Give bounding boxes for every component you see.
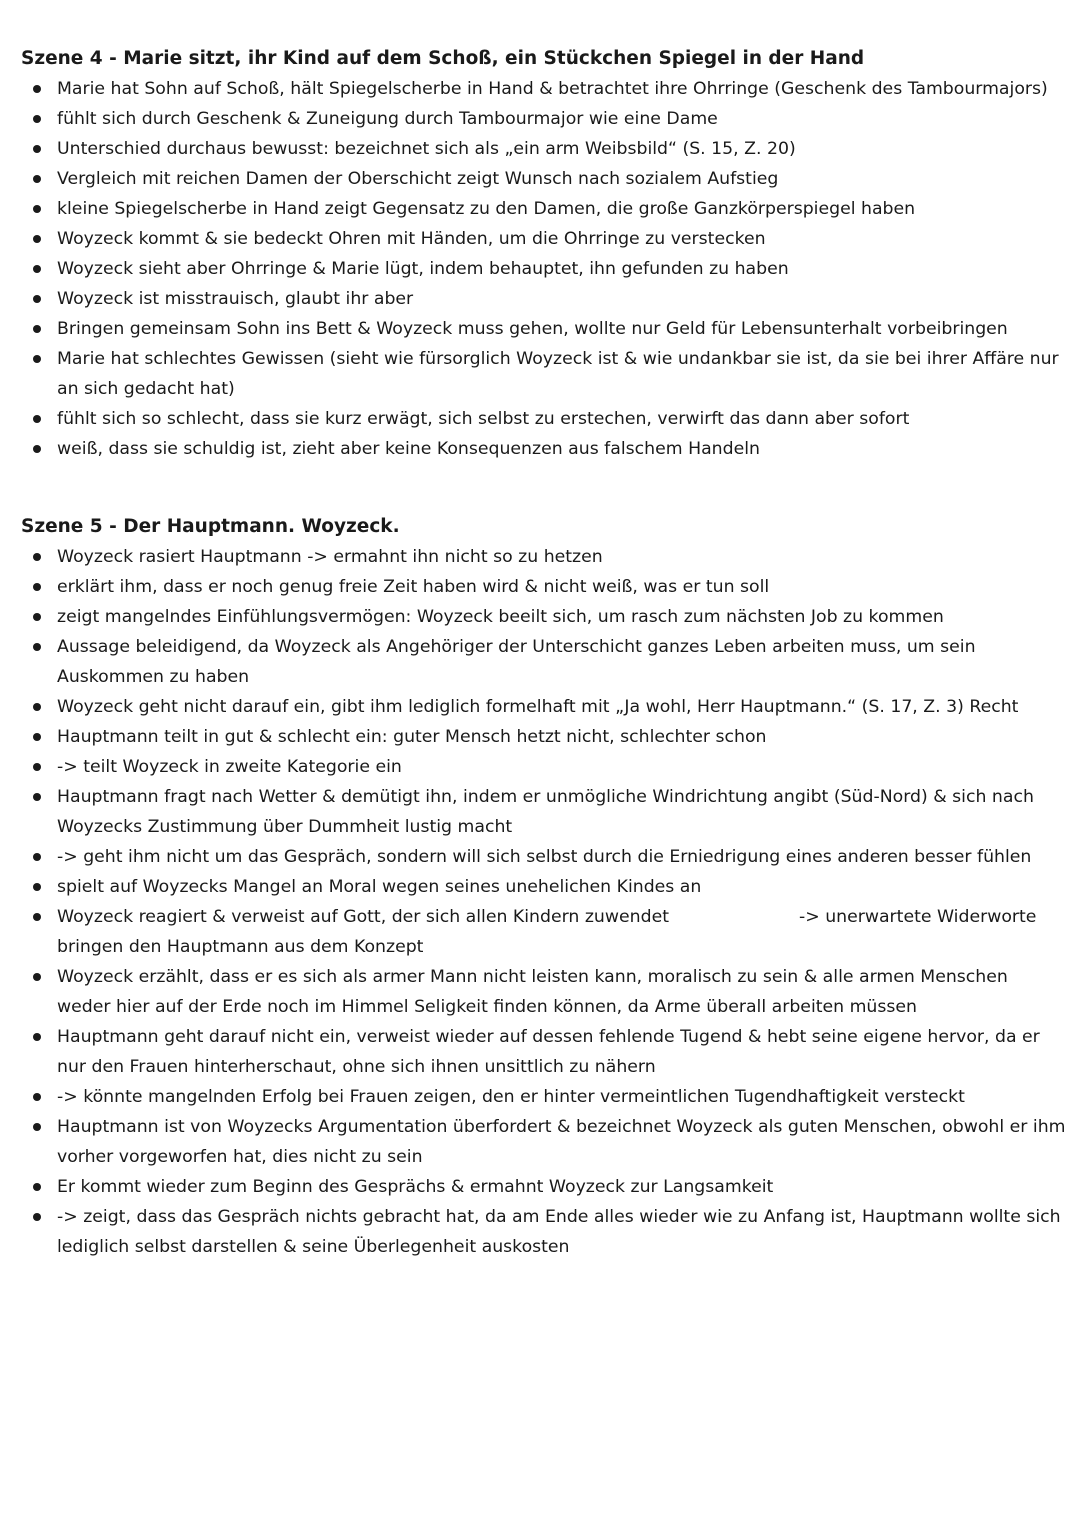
document-page <box>21 44 1066 1262</box>
list-item: Marie hat schlechtes Gewissen (sieht wie fürsorglich Woyzeck ist & wie undankbar sie ist, da sie bei ihrer Affäre nur an sich gedacht hat) <box>21 344 1066 404</box>
list-item: erklärt ihm, dass er noch genug freie Zeit haben wird & nicht weiß, was er tun soll <box>21 572 1066 602</box>
list-item: Marie hat Sohn auf Schoß, hält Spiegelscherbe in Hand & betrachtet ihre Ohrringe (Geschenk des Tambourmajors) <box>21 74 1066 104</box>
list-item: spielt auf Woyzecks Mangel an Moral wegen seines unehelichen Kindes an <box>21 872 1066 902</box>
list-item: Unterschied durchaus bewusst: bezeichnet sich als „ein arm Weibsbild“ (S. 15, Z. 20) <box>21 134 1066 164</box>
section-heading: Szene 4 - Marie sitzt, ihr Kind auf dem Schoß, ein Stückchen Spiegel in der Hand <box>21 48 865 69</box>
list-item: Woyzeck kommt & sie bedeckt Ohren mit Händen, um die Ohrringe zu verstecken <box>21 224 1066 254</box>
bullet-list <box>21 542 1066 1262</box>
bullet-list <box>21 74 1066 464</box>
list-item: kleine Spiegelscherbe in Hand zeigt Gegensatz zu den Damen, die große Ganzkörperspiegel haben <box>21 194 1066 224</box>
list-item: -> könnte mangelnden Erfolg bei Frauen zeigen, den er hinter vermeintlichen Tugendhaftigkeit versteckt <box>21 1082 1066 1112</box>
section-heading: Szene 5 - Der Hauptmann. Woyzeck. <box>21 516 400 537</box>
list-item: Woyzeck erzählt, dass er es sich als armer Mann nicht leisten kann, moralisch zu sein & alle armen Menschen weder hier auf der Erde noch im Himmel Seligkeit finden können, da Arme überall arbeiten müssen <box>21 962 1066 1022</box>
list-item: Woyzeck ist misstrauisch, glaubt ihr aber <box>21 284 1066 314</box>
list-item: Woyzeck rasiert Hauptmann -> ermahnt ihn nicht so zu hetzen <box>21 542 1066 572</box>
list-item: fühlt sich durch Geschenk & Zuneigung durch Tambourmajor wie eine Dame <box>21 104 1066 134</box>
list-item: zeigt mangelndes Einfühlungsvermögen: Woyzeck beeilt sich, um rasch zum nächsten Job zu kommen <box>21 602 1066 632</box>
list-item: weiß, dass sie schuldig ist, zieht aber keine Konsequenzen aus falschem Handeln <box>21 434 1066 464</box>
list-item: Aussage beleidigend, da Woyzeck als Angehöriger der Unterschicht ganzes Leben arbeiten muss, um sein Auskommen zu haben <box>21 632 1066 692</box>
list-item: -> geht ihm nicht um das Gespräch, sondern will sich selbst durch die Erniedrigung eines anderen besser fühlen <box>21 842 1066 872</box>
list-item: Vergleich mit reichen Damen der Oberschicht zeigt Wunsch nach sozialem Aufstieg <box>21 164 1066 194</box>
list-item: -> teilt Woyzeck in zweite Kategorie ein <box>21 752 1066 782</box>
list-item: Bringen gemeinsam Sohn ins Bett & Woyzeck muss gehen, wollte nur Geld für Lebensunterhalt vorbeibringen <box>21 314 1066 344</box>
list-item: fühlt sich so schlecht, dass sie kurz erwägt, sich selbst zu erstechen, verwirft das dann aber sofort <box>21 404 1066 434</box>
list-item: Woyzeck sieht aber Ohrringe & Marie lügt, indem behauptet, ihn gefunden zu haben <box>21 254 1066 284</box>
list-item: Hauptmann ist von Woyzecks Argumentation überfordert & bezeichnet Woyzeck als guten Menschen, obwohl er ihm vorher vorgeworfen hat, dies nicht zu sein <box>21 1112 1066 1172</box>
list-item <box>21 902 1066 962</box>
list-item: Hauptmann geht darauf nicht ein, verweist wieder auf dessen fehlende Tugend & hebt seine eigene hervor, da er nur den Frauen hinterherschaut, ohne sich ihnen unsittlich zu nähern <box>21 1022 1066 1082</box>
list-item: Er kommt wieder zum Beginn des Gesprächs & ermahnt Woyzeck zur Langsamkeit <box>21 1172 1066 1202</box>
list-item-text: Woyzeck reagiert & verweist auf Gott, der sich allen Kindern zuwendet <box>57 907 669 927</box>
list-item: Hauptmann fragt nach Wetter & demütigt ihn, indem er unmögliche Windrichtung angibt (Süd-Nord) & sich nach Woyzecks Zustimmung über Dummheit lustig macht <box>21 782 1066 842</box>
section-szene-4 <box>21 44 1066 464</box>
inline-note: -> unerwartete Widerworte bringen den Hauptmann aus dem Konzept <box>57 907 1037 957</box>
list-item: Hauptmann teilt in gut & schlecht ein: guter Mensch hetzt nicht, schlechter schon <box>21 722 1066 752</box>
section-szene-5 <box>21 512 1066 1262</box>
list-item: Woyzeck geht nicht darauf ein, gibt ihm lediglich formelhaft mit „Ja wohl, Herr Hauptmann.“ (S. 17, Z. 3) Recht <box>21 692 1066 722</box>
list-item: -> zeigt, dass das Gespräch nichts gebracht hat, da am Ende alles wieder wie zu Anfang ist, Hauptmann wollte sich lediglich selbst darstellen & seine Überlegenheit auskosten <box>21 1202 1066 1262</box>
